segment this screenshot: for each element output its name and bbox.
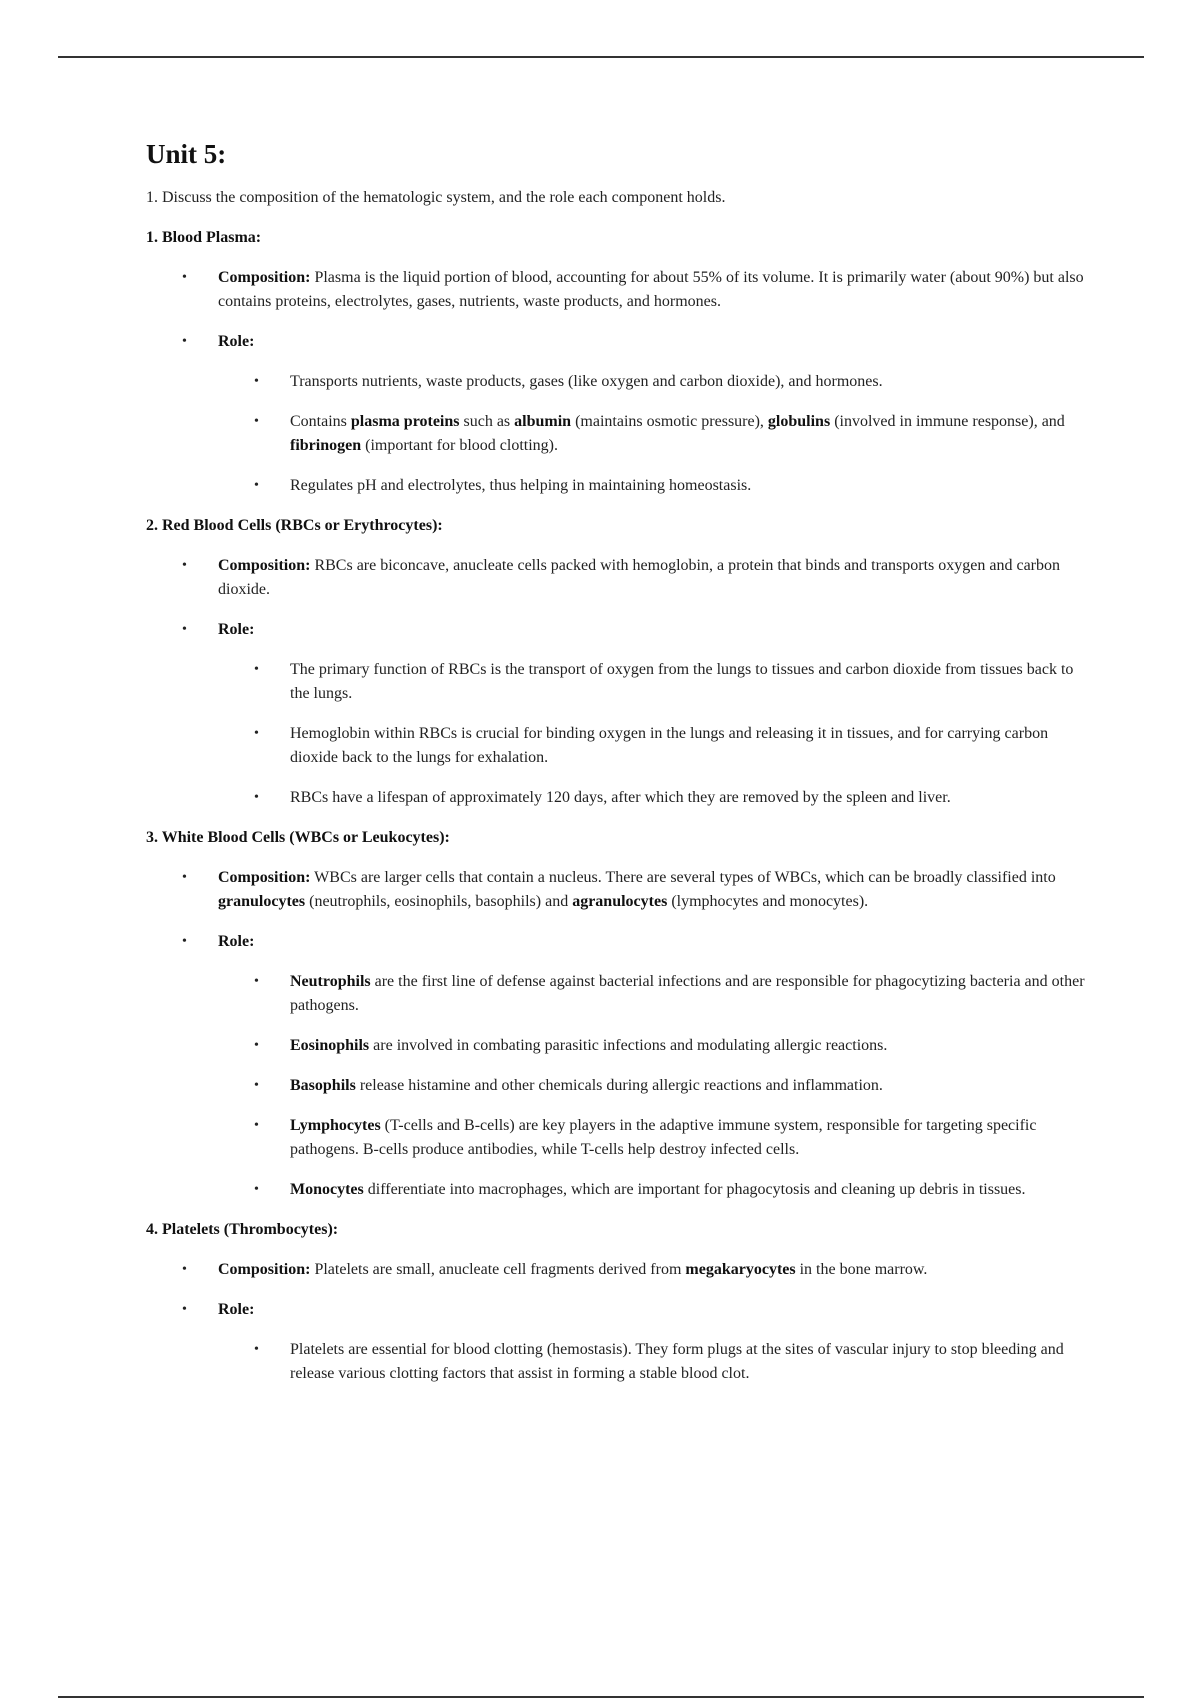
role-label: Role:	[218, 621, 255, 638]
text-run: (neutrophils, eosinophils, basophils) and	[305, 893, 573, 910]
list-item	[146, 1258, 1086, 1282]
section-heading-plasma: 1. Blood Plasma:	[146, 229, 262, 246]
list-item	[146, 930, 1086, 954]
rbc-composition-text: RBCs are biconcave, anucleate cells packed with hemoglobin, a protein that binds and transports oxygen and carbon dioxide.	[218, 557, 1061, 598]
bold-term: Lymphocytes	[290, 1117, 381, 1134]
bold-term: Eosinophils	[290, 1037, 370, 1054]
list-item	[146, 410, 1086, 458]
bullet-icon: •	[182, 334, 187, 349]
plasma-composition-text: Plasma is the liquid portion of blood, accounting for about 55% of its volume. It is primarily water (about 90%) but also contains proteins, electrolytes, gases, nutrients, waste products, and hormones.	[218, 269, 1084, 310]
bold-term: plasma proteins	[350, 413, 460, 430]
bold-term: Basophils	[290, 1077, 356, 1094]
bullet-icon: •	[254, 374, 259, 389]
text-run: (involved in immune response), and	[830, 413, 1065, 430]
bullet-icon: •	[254, 1078, 259, 1093]
bold-term: fibrinogen	[290, 437, 362, 454]
bullet-icon: •	[182, 270, 187, 285]
bullet-icon: •	[182, 558, 187, 573]
section-heading-wbc: 3. White Blood Cells (WBCs or Leukocytes):	[146, 829, 450, 846]
bullet-icon: •	[254, 1342, 259, 1357]
rbc-role-text: RBCs have a lifespan of approximately 120 days, after which they are removed by the spleen and liver.	[290, 789, 951, 806]
role-label: Role:	[218, 333, 255, 350]
list-item	[146, 1074, 1086, 1098]
bullet-icon: •	[182, 870, 187, 885]
bullet-icon: •	[254, 974, 259, 989]
text-run: Platelets are small, anucleate cell fragments derived from	[314, 1261, 686, 1278]
role-label: Role:	[218, 933, 255, 950]
text-run: such as	[459, 413, 515, 430]
list-item	[146, 554, 1086, 602]
composition-label: Composition:	[218, 269, 311, 286]
rbc-role-text: The primary function of RBCs is the transport of oxygen from the lungs to tissues and carbon dioxide from tissues back to the lungs.	[290, 661, 1074, 702]
question-text: 1. Discuss the composition of the hematologic system, and the role each component holds.	[146, 189, 726, 206]
plasma-role-text: Transports nutrients, waste products, gases (like oxygen and carbon dioxide), and hormones.	[290, 373, 883, 390]
list-item	[146, 1114, 1086, 1162]
list-item	[146, 786, 1086, 810]
text-run: Contains	[290, 413, 351, 430]
list-item	[146, 370, 1086, 394]
bullet-icon: •	[254, 478, 259, 493]
text-run: (important for blood clotting).	[361, 437, 558, 454]
bullet-icon: •	[254, 662, 259, 677]
text-run: are involved in combating parasitic infections and modulating allergic reactions.	[369, 1037, 888, 1054]
bottom-rule	[58, 1696, 1144, 1698]
text-run: (T-cells and B-cells) are key players in the adaptive immune system, responsible for targeting specific pathogens. B-cells produce antibodies, while T-cells help destroy infected cells.	[290, 1117, 1037, 1158]
bold-term: agranulocytes	[572, 893, 668, 910]
list-item	[146, 970, 1086, 1018]
text-run: release histamine and other chemicals during allergic reactions and inflammation.	[355, 1077, 883, 1094]
bullet-icon: •	[182, 622, 187, 637]
bullet-icon: •	[254, 1118, 259, 1133]
list-item	[146, 658, 1086, 706]
bold-term: Monocytes	[290, 1181, 364, 1198]
bullet-icon: •	[254, 1182, 259, 1197]
page-title: Unit 5:	[146, 139, 227, 169]
list-item	[146, 266, 1086, 314]
rbc-role-text: Hemoglobin within RBCs is crucial for binding oxygen in the lungs and releasing it in tissues, and for carrying carbon dioxide back to the lungs for exhalation.	[290, 725, 1049, 766]
composition-label: Composition:	[218, 1261, 311, 1278]
list-item	[146, 330, 1086, 354]
top-rule	[58, 56, 1144, 58]
list-item	[146, 474, 1086, 498]
list-item	[146, 1034, 1086, 1058]
section-heading-platelets: 4. Platelets (Thrombocytes):	[146, 1221, 339, 1238]
text-run: (lymphocytes and monocytes).	[667, 893, 869, 910]
list-item	[146, 722, 1086, 770]
bullet-icon: •	[254, 414, 259, 429]
list-item	[146, 1338, 1086, 1386]
text-run: differentiate into macrophages, which are important for phagocytosis and cleaning up debris in tissues.	[363, 1181, 1026, 1198]
plasma-role-text: Regulates pH and electrolytes, thus helping in maintaining homeostasis.	[290, 477, 752, 494]
bold-term: albumin	[514, 413, 572, 430]
section-heading-rbc: 2. Red Blood Cells (RBCs or Erythrocytes):	[146, 517, 443, 534]
composition-label: Composition:	[218, 557, 311, 574]
bullet-icon: •	[254, 1038, 259, 1053]
platelets-role-text: Platelets are essential for blood clotting (hemostasis). They form plugs at the sites of vascular injury to stop bleeding and release various clotting factors that assist in forming a stable blood clot.	[290, 1341, 1064, 1382]
bullet-icon: •	[182, 1262, 187, 1277]
bold-term: megakaryocytes	[685, 1261, 796, 1278]
bullet-icon: •	[254, 726, 259, 741]
list-item	[146, 1298, 1086, 1322]
composition-label: Composition:	[218, 869, 311, 886]
bold-term: globulins	[767, 413, 831, 430]
text-run: in the bone marrow.	[795, 1261, 928, 1278]
text-run: are the first line of defense against bacterial infections and are responsible for phagocytizing bacteria and other pathogens.	[290, 973, 1085, 1014]
bullet-icon: •	[182, 1302, 187, 1317]
document-body	[146, 138, 1086, 1402]
list-item	[146, 866, 1086, 914]
text-run: (maintains osmotic pressure),	[571, 413, 768, 430]
bullet-icon: •	[254, 790, 259, 805]
text-run: WBCs are larger cells that contain a nucleus. There are several types of WBCs, which can be broadly classified into	[314, 869, 1056, 886]
bullet-icon: •	[182, 934, 187, 949]
bold-term: Neutrophils	[290, 973, 371, 990]
list-item	[146, 618, 1086, 642]
role-label: Role:	[218, 1301, 255, 1318]
bold-term: granulocytes	[218, 893, 306, 910]
list-item	[146, 1178, 1086, 1202]
